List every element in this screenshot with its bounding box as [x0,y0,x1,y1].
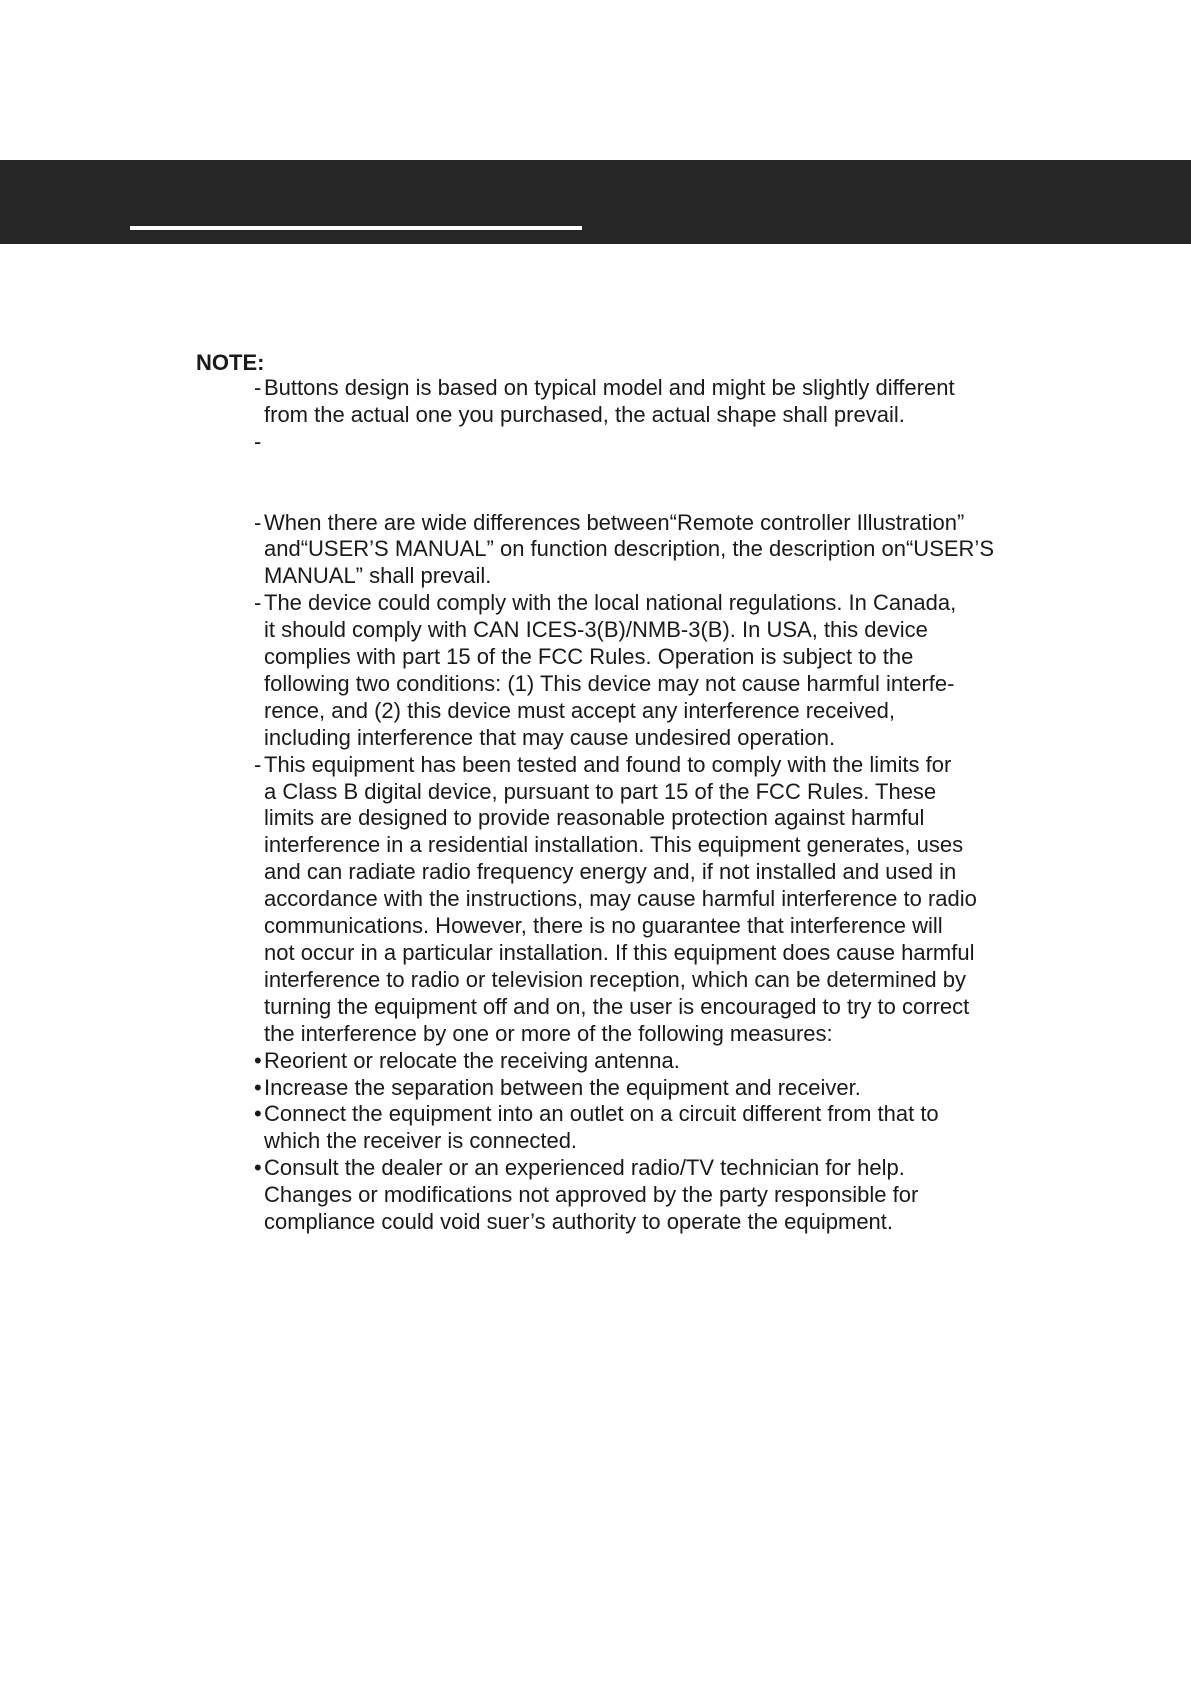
text-line: from the actual one you purchased, the actual shape shall prevail. [264,401,905,427]
dash-marker: - [254,428,262,454]
text-line: complies with part 15 of the FCC Rules. Operation is subject to the [264,644,914,670]
dash-marker: - [254,375,262,400]
text-line: turning the equipment off and on, the user is encouraged to try to correct [264,993,970,1019]
text-line: Reorient or relocate the receiving antenna. [264,1047,680,1073]
text-line: MANUAL” shall prevail. [264,563,492,589]
text-line: compliance could void suer’s authority to operate the equipment. [264,1209,894,1235]
text-line: limits are designed to provide reasonable protection against harmful [264,805,925,831]
dash-marker: - [254,751,262,777]
text-line: Connect the equipment into an outlet on a circuit different from that to [264,1101,939,1127]
text-line: Changes or modifications not approved by the party responsible for [264,1182,919,1208]
text-line: rence, and (2) this device must accept any interference received, [264,697,895,723]
text-line: and can radiate radio frequency energy and, if not installed and used in [264,859,957,885]
text-line: The device could comply with the local national regulations. In Canada, [264,590,957,616]
text-line: When there are wide differences between“Remote controller Illustration” [264,509,965,535]
bullet-marker: • [254,1101,262,1127]
header-band [0,160,1191,244]
text-line: not occur in a particular installation. If this equipment does cause harmful [264,940,975,966]
note-heading: NOTE: [196,350,265,375]
text-line: a Class B digital device, pursuant to part 15 of the FCC Rules. These [264,778,937,804]
note-item-fcc-class-b [254,752,1084,1048]
bullet-item-different-circuit [254,1101,1084,1155]
vertical-gap [254,456,1084,510]
bullet-item-increase-separation [254,1075,1084,1102]
note-item-buttons-design [254,375,1084,429]
text-line: Consult the dealer or an experienced radio/TV technician for help. [264,1155,905,1181]
bullet-marker: • [254,1074,262,1100]
header-rule [130,226,582,230]
text-line: This equipment has been tested and found to comply with the limits for [264,751,952,777]
text-line: the interference by one or more of the following measures: [264,1020,833,1046]
text-line: interference in a residential installation. This equipment generates, uses [264,832,964,858]
text-line: including interference that may cause undesired operation. [264,724,836,750]
text-line: Buttons design is based on typical model and might be slightly different [264,375,955,400]
bullet-item-consult-dealer [254,1155,1084,1236]
dash-marker: - [254,590,262,616]
text-line: accordance with the instructions, may cause harmful interference to radio [264,886,977,912]
text-line: interference to radio or television reception, which can be determined by [264,966,966,992]
text-line: it should comply with CAN ICES-3(B)/NMB-3(B). In USA, this device [264,617,928,643]
bullet-item-reorient-antenna [254,1048,1084,1075]
text-line: and“USER’S MANUAL” on function description, the description on“USER’S [264,536,994,562]
note-body [254,375,1084,1236]
dash-marker: - [254,509,262,535]
note-item-empty [254,429,1084,456]
note-item-regulations [254,590,1084,751]
bullet-marker: • [254,1047,262,1073]
note-item-manual-precedence [254,510,1084,591]
blank-line [264,429,1084,456]
text-line: following two conditions: (1) This device may not cause harmful interfe- [264,670,955,696]
text-line: which the receiver is connected. [264,1128,578,1154]
text-line: Increase the separation between the equipment and receiver. [264,1074,861,1100]
bullet-marker: • [254,1155,262,1181]
text-line: communications. However, there is no guarantee that interference will [264,913,943,939]
